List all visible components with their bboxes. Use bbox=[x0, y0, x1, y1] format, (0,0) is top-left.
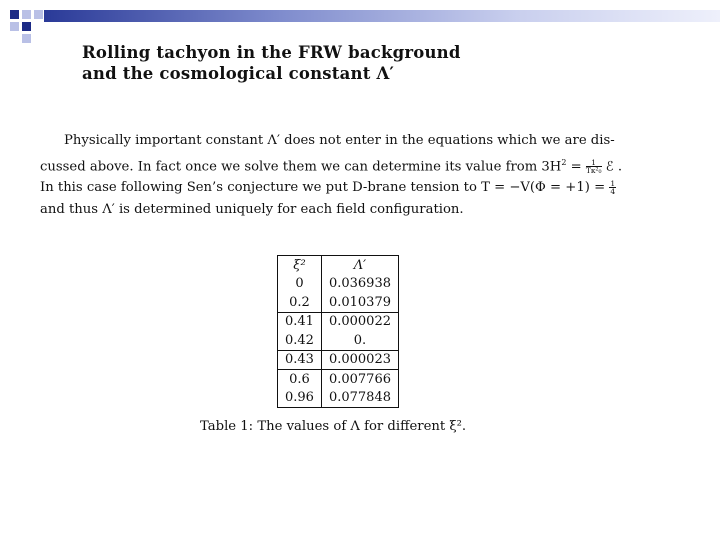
slide-title-line1: Rolling tachyon in the FRW background bbox=[82, 43, 461, 62]
table-row bbox=[278, 331, 399, 350]
corner-square bbox=[22, 22, 31, 31]
paragraph-line bbox=[40, 177, 625, 199]
table-cell: 0.010379 bbox=[321, 293, 398, 312]
fraction bbox=[609, 180, 616, 195]
table-cell: 0.41 bbox=[278, 312, 322, 331]
paragraph-text: = bbox=[566, 158, 586, 174]
table-row bbox=[278, 275, 399, 294]
paragraph-text: In this case following Sen’s conjecture we put D-brane tension to T = −V(Φ = +1) = bbox=[40, 180, 610, 196]
table-cell: 0.007766 bbox=[321, 370, 398, 389]
paragraph-line: and thus Λ′ is determined uniquely for each field configuration. bbox=[40, 201, 464, 217]
table-row bbox=[278, 350, 399, 370]
values-table bbox=[277, 255, 399, 408]
fraction-denominator: 4 bbox=[610, 187, 616, 197]
table-cell: 0.96 bbox=[278, 389, 322, 408]
table-cell: 0.2 bbox=[278, 293, 322, 312]
table-header-lambda: Λ′ bbox=[321, 256, 398, 275]
table-cell: 0.036938 bbox=[321, 275, 398, 294]
table-cell: 0.000022 bbox=[321, 312, 398, 331]
fraction-denominator: Tκ²₀ bbox=[585, 165, 602, 175]
paragraph-line: Physically important constant Λ′ does not enter in the equations which we are dis- bbox=[64, 133, 615, 148]
fraction-numerator: 1 bbox=[610, 179, 616, 189]
paragraph-text: ℰ . bbox=[601, 158, 623, 174]
table-cell: 0 bbox=[278, 275, 322, 294]
table-cell: 0.077848 bbox=[321, 389, 398, 408]
table-row bbox=[278, 389, 399, 408]
superscript: 2 bbox=[561, 157, 567, 167]
paragraph-line bbox=[40, 152, 625, 178]
fraction-numerator: 1 bbox=[586, 159, 602, 167]
paragraph-text: cussed above. In fact once we solve them we can determine its value from 3H bbox=[40, 158, 562, 174]
slide-title bbox=[82, 42, 461, 84]
table-row bbox=[278, 370, 399, 389]
table-cell: 0.6 bbox=[278, 370, 322, 389]
slide-title-line2: and the cosmological constant Λ′ bbox=[82, 64, 395, 83]
body-paragraph bbox=[40, 130, 625, 220]
header-gradient-bar bbox=[44, 10, 720, 22]
corner-square bbox=[34, 10, 43, 19]
table-header-xi: ξ² bbox=[278, 256, 322, 275]
table-row bbox=[278, 293, 399, 312]
corner-square bbox=[22, 34, 31, 43]
corner-square bbox=[10, 22, 19, 31]
table-cell: 0.000023 bbox=[321, 350, 398, 370]
table-cell: 0.42 bbox=[278, 331, 322, 350]
table-caption: Table 1: The values of Λ for different ξ². bbox=[200, 419, 467, 434]
table-header-row bbox=[278, 256, 399, 275]
table-cell: 0.43 bbox=[278, 350, 322, 370]
fraction bbox=[586, 159, 602, 174]
corner-square bbox=[10, 10, 19, 19]
table-cell: 0. bbox=[321, 331, 398, 350]
corner-square bbox=[22, 10, 31, 19]
table-row bbox=[278, 312, 399, 331]
